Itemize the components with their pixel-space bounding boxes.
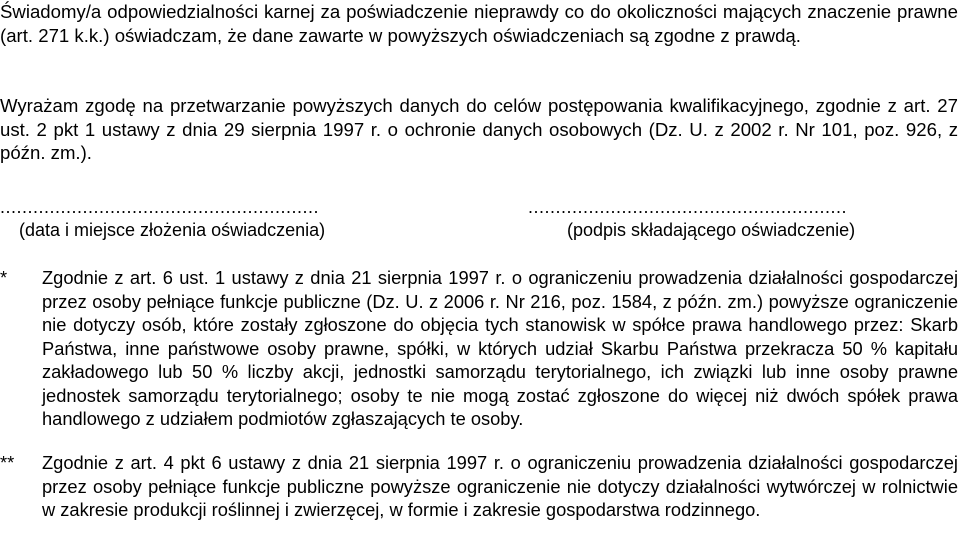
footnote-2 [0, 451, 958, 522]
date-place-dotted-line: .......................................................... [0, 197, 320, 217]
date-place-signature-field [0, 196, 420, 241]
footnote-2-marker: ** [0, 452, 15, 473]
consent-paragraph: Wyrażam zgodę na przetwarzanie powyższych danych do celów postępowania kwalifikacyjnego, zgodnie z art. 27 ust. 2 pkt 1 ustawy z dnia 29 sierpnia 1997 r. o ochronie danych osobowych (Dz. U. z 2002 r. Nr 101, poz. 926, z późn. zm.). [0, 95, 958, 163]
date-place-caption: (data i miejsce złożenia oświadczenia) [19, 220, 326, 240]
footnote-1 [0, 266, 958, 431]
signature-caption: (podpis składającego oświadczenie) [567, 220, 856, 240]
footnote-1-marker: * [0, 267, 8, 288]
signature-field [528, 196, 958, 241]
declaration-paragraph: Świadomy/a odpowiedzialności karnej za poświadczenie nieprawdy co do okoliczności mających znaczenie prawne (art. 271 k.k.) oświadczam, że dane zawarte w powyższych oświadczeniach są zgodne z prawdą. [0, 1, 958, 46]
signature-dotted-line: .......................................................... [528, 197, 848, 217]
footnote-2-text: Zgodnie z art. 4 pkt 6 ustawy z dnia 21 sierpnia 1997 r. o ograniczeniu prowadzenia działalności gospodarczej przez osoby pełniące funkcje publiczne powyższe ograniczenie nie dotyczy działalności wytwórczej w rolnictwie w zakresie produkcji roślinnej i zwierzęcej, w formie i zakresie gospodarstwa rodzinnego. [42, 452, 958, 520]
footnote-1-text: Zgodnie z art. 6 ust. 1 ustawy z dnia 21 sierpnia 1997 r. o ograniczeniu prowadzenia działalności gospodarczej przez osoby pełniące funkcje publiczne (Dz. U. z 2006 r. Nr 216, poz. 1584, z późn. zm.) powyższe ograniczenie nie dotyczy osób, które zostały zgłoszone do objęcia tych stanowisk w spółce prawa handlowego przez: Skarb Państwa, inne państwowe osoby prawne, spółki, w których udział Skarbu Państwa przekracza 50 % kapitału zakładowego lub 50 % liczby akcji, jednostki samorządu terytorialnego, ich związki lub inne osoby prawne jednostek samorządu terytorialnego; osoby te nie mogą zostać zgłoszone do więcej niż dwóch spółek prawa handlowego z udziałem podmiotów zgłaszających te osoby. [42, 267, 958, 429]
